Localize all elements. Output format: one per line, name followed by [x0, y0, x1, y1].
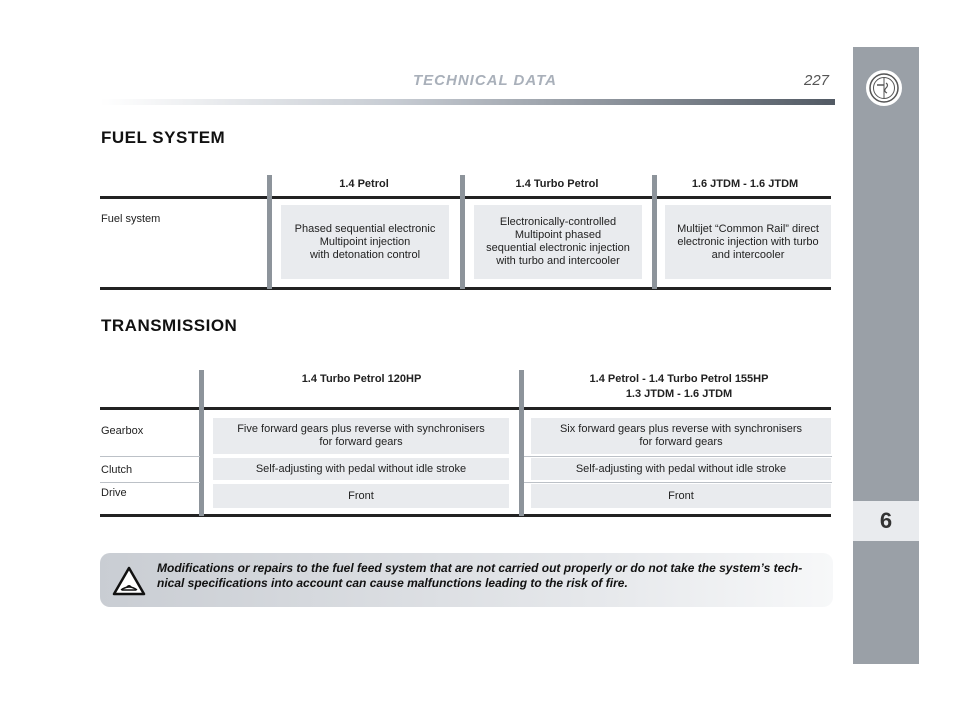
gearbox-cell-155hp: Six forward gears plus reverse with synchronisers for forward gears [531, 418, 831, 454]
fuel-col-head-1: 1.4 Petrol [339, 178, 389, 190]
page-header-title: TECHNICAL DATA [413, 72, 557, 89]
fuel-cell-jtdm: Multijet “Common Rail” direct electronic injection with turbo and intercooler [665, 205, 831, 279]
warning-triangle-icon [112, 566, 146, 596]
transmission-title: TRANSMISSION [101, 316, 238, 335]
header-divider [100, 99, 835, 105]
clutch-label: Clutch [101, 464, 133, 476]
gearbox-label: Gearbox [101, 425, 144, 437]
drive-label: Drive [101, 487, 127, 499]
clutch-cell-120hp: Self-adjusting with pedal without idle stroke [213, 458, 509, 480]
trans-col-divider-1 [199, 370, 204, 516]
fuel-cell-turbo-petrol: Electronically-controlled Multipoint phased sequential electronic injection with turbo and intercooler [474, 205, 642, 279]
gearbox-cell-120hp: Five forward gears plus reverse with synchronisers for forward gears [213, 418, 509, 454]
brand-logo-icon [866, 70, 902, 106]
fuel-col-head-3: 1.6 JTDM - 1.6 JTDM [691, 178, 799, 190]
fuel-col-divider-3 [652, 175, 657, 289]
trans-table-bottom-rule [100, 514, 831, 517]
trans-table-top-rule [100, 407, 831, 410]
fuel-col-head-2: 1.4 Turbo Petrol [515, 178, 599, 190]
chapter-sidebar [853, 47, 919, 664]
clutch-cell-155hp: Self-adjusting with pedal without idle stroke [531, 458, 831, 480]
fuel-col-divider-2 [460, 175, 465, 289]
fuel-table-bottom-rule [100, 287, 831, 290]
fuel-system-title: FUEL SYSTEM [101, 128, 226, 147]
fuel-cell-petrol: Phased sequential electronic Multipoint injection with detonation control [281, 205, 449, 279]
fuel-table-top-rule [100, 196, 831, 199]
chapter-number: 6 [853, 501, 919, 541]
page-number: 227 [804, 72, 830, 89]
trans-row-separator [100, 482, 200, 483]
trans-col-head-2: 1.4 Petrol - 1.4 Turbo Petrol 155HP 1.3 JTDM - 1.6 JTDM [589, 373, 769, 400]
fuel-col-divider-1 [267, 175, 272, 289]
trans-row-separator [524, 456, 832, 457]
fuel-row-label: Fuel system [101, 213, 161, 225]
drive-cell-120hp: Front [213, 484, 509, 508]
trans-row-separator [524, 482, 832, 483]
trans-row-separator [100, 456, 200, 457]
warning-text: Modifications or repairs to the fuel feed system that are not carried out properly or do not take the system’s tech-nical specifications into account can cause malfunctions leading to the risk of fire. [157, 561, 803, 590]
drive-cell-155hp: Front [531, 484, 831, 508]
trans-col-head-1: 1.4 Turbo Petrol 120HP [301, 373, 422, 385]
trans-col-divider-2 [519, 370, 524, 516]
